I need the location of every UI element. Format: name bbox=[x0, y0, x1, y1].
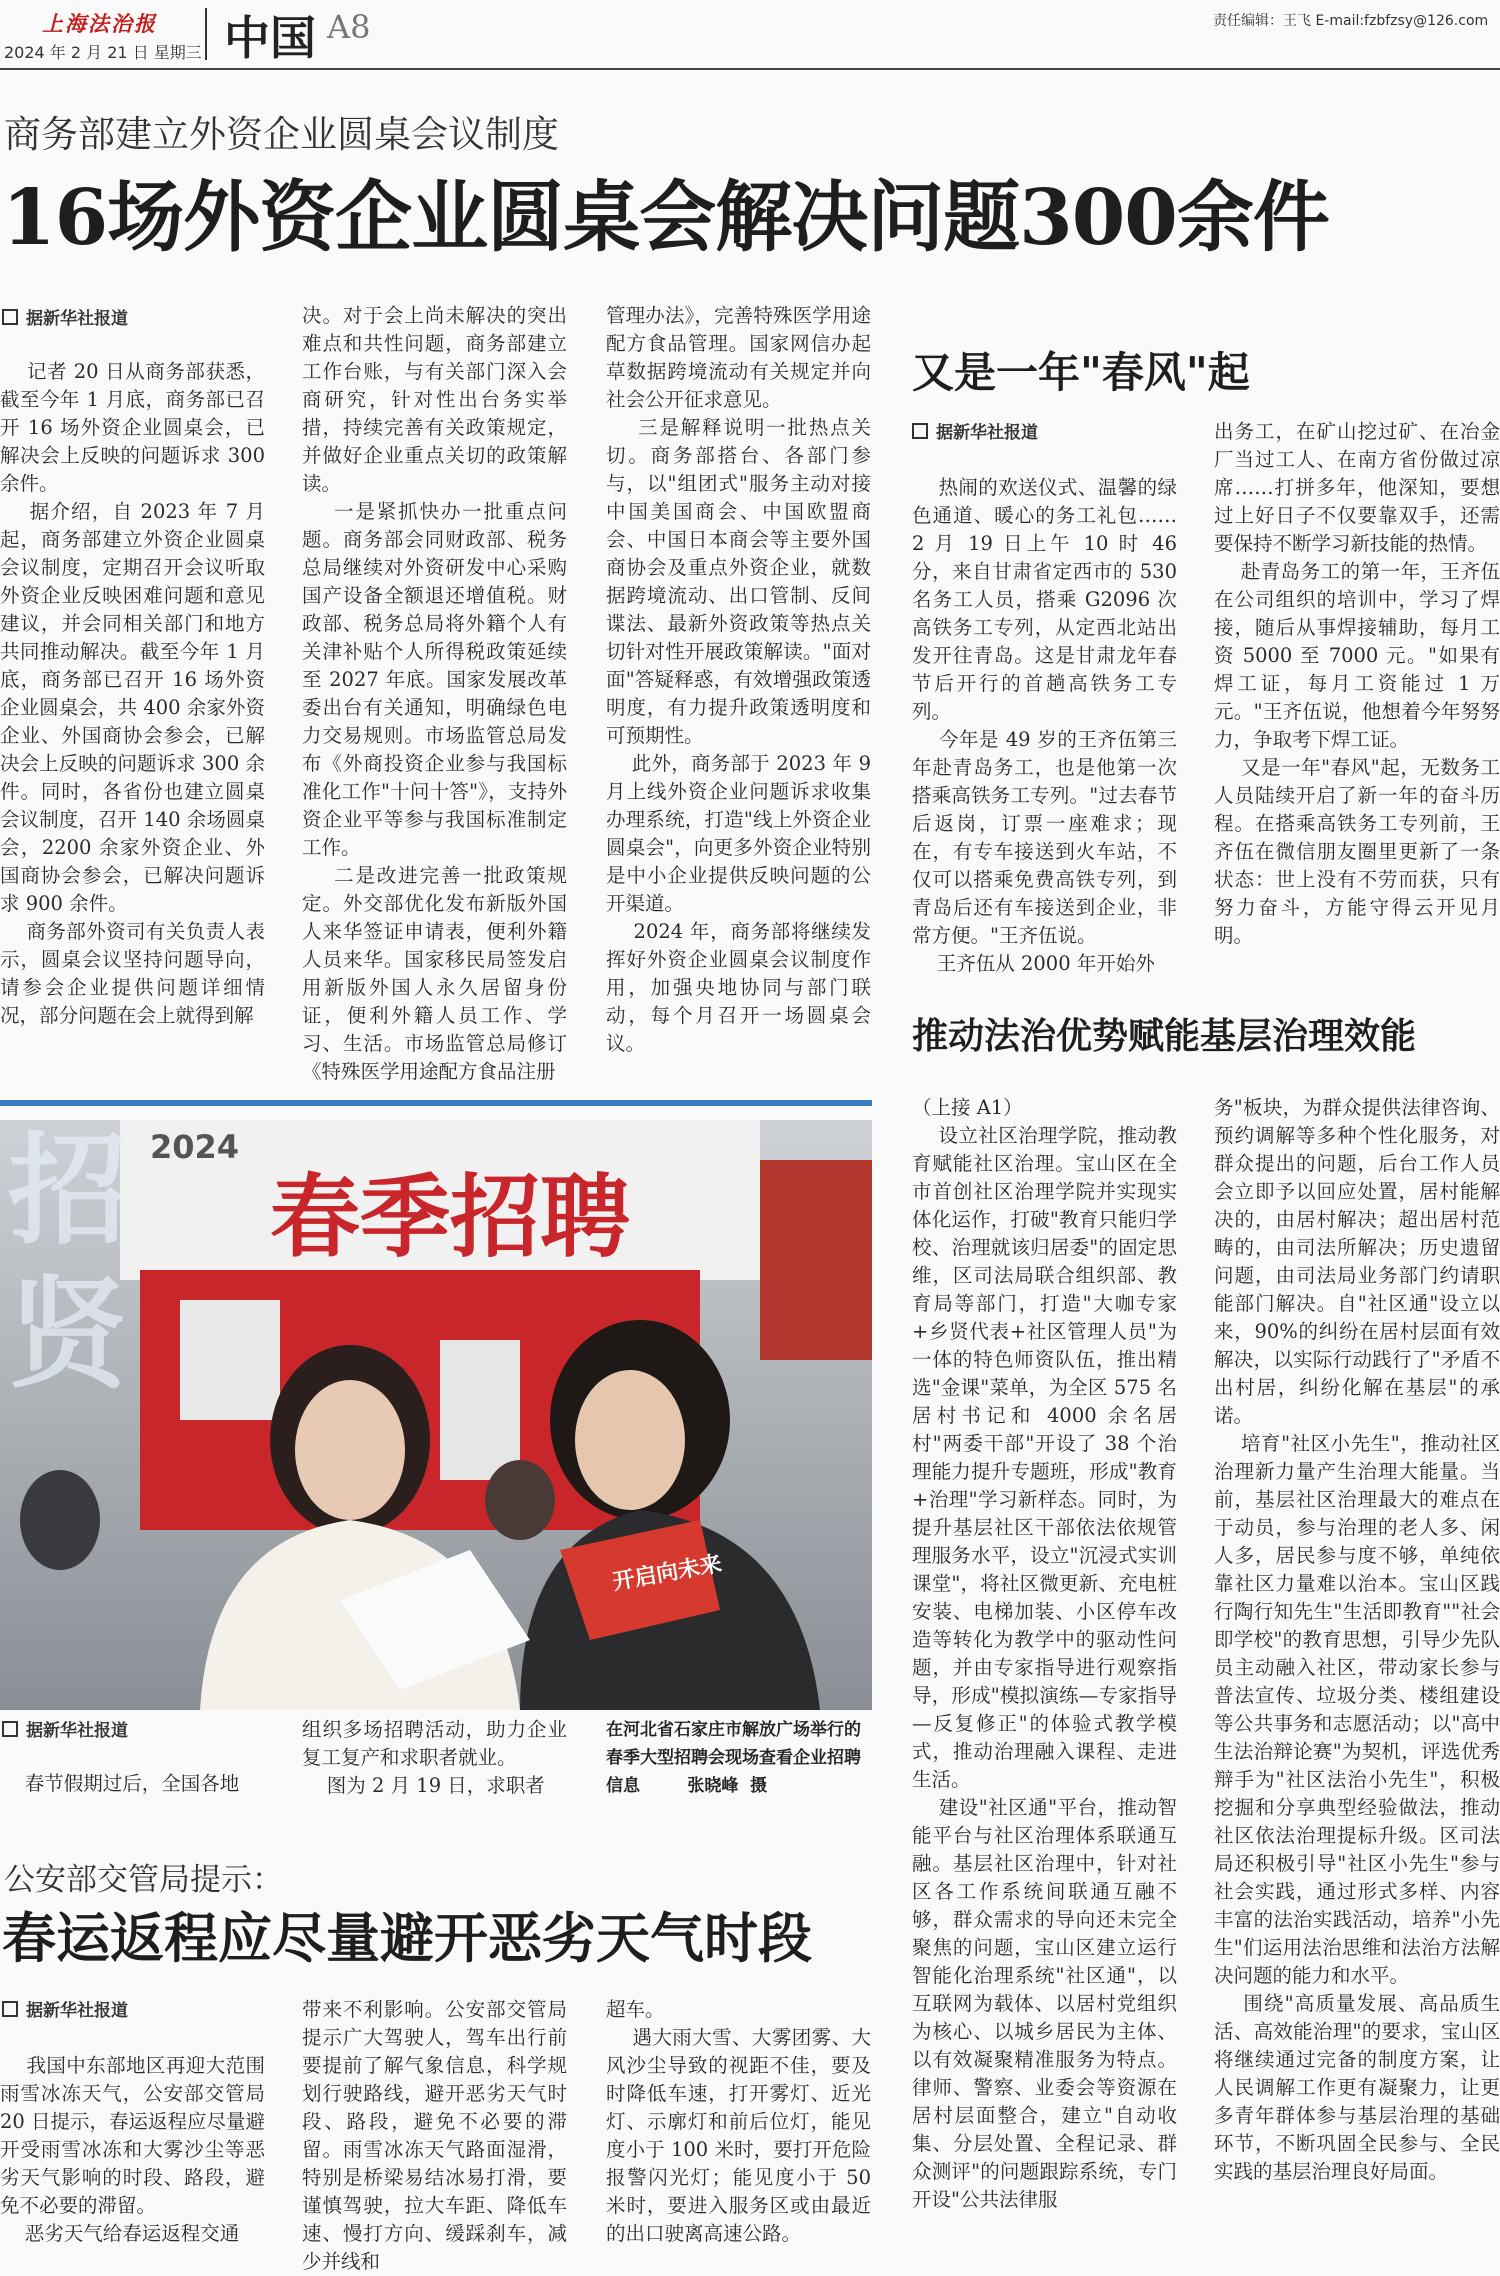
masthead-rule bbox=[0, 68, 1500, 70]
source-box-icon bbox=[2, 1721, 18, 1737]
article4-column-1: 我国中东部地区再迎大范围雨雪冰冻天气，公安部交管局 20 日提示，春运返程应尽量避开受雨雪冰冻和大雾沙尘等恶劣天气影响的时段、路段，避免不必要的滞留。 恶劣天气给春运返程交通 bbox=[0, 2054, 266, 2245]
issue-date: 2024 年 2 月 21 日 星期三 bbox=[4, 43, 202, 62]
article3-headline: 推动法治优势赋能基层治理效能 bbox=[912, 1016, 1417, 1057]
editor-info: 责任编辑：王飞 E-mail:fzbfzsy@126.com bbox=[1213, 13, 1489, 29]
article2-source bbox=[912, 418, 1038, 443]
source-box-icon bbox=[2, 309, 18, 325]
article1-kicker: 商务部建立外资企业圆桌会议制度 bbox=[4, 113, 559, 156]
article4-column-2: 带来不利影响。公安部交管局提示广大驾驶人，驾车出行前要提前了解气象信息，科学规划行驶路线，避开恶劣天气时段、路段，避免不必要的滞留。雨雪冰冻天气路面湿滑，特别是桥梁易结冰易打滑，要谨慎驾驶，拉大车距、降低车速、慢打方向、缓踩刹车，减少并线和 bbox=[302, 1998, 567, 2273]
source-box-icon bbox=[2, 2001, 18, 2017]
article4-source bbox=[2, 1996, 128, 2021]
brochure-text: 开启向未来 bbox=[611, 1551, 724, 1596]
job-fair-photo bbox=[0, 1120, 872, 1710]
article2-headline: 又是一年"春风"起 bbox=[912, 348, 1250, 397]
page-number: A8 bbox=[327, 8, 371, 46]
photo-text-column-1: 春节假期过后，全国各地 bbox=[0, 1772, 240, 1795]
source-box-icon bbox=[912, 423, 928, 439]
article1-column-1: 记者 20 日从商务部获悉，截至今年 1 月底，商务部已召开 16 场外资企业圆桌会，已解决会上反映的问题诉求 300 余件。 据介绍，自 2023 年 7 月起，商务部建立外资企业圆桌会议制度，定期召开会议听取外资企业反映困难问题和意见建议，并会同相关部门和地方共同推动解决。截至今年 1 月底，商务部已召开 16 场外资企业圆桌会，共 400 余家外资企业、外国商协会参会，已解决会上反映的问题诉求 300 余件。同时，各省份也建立圆桌会议制度，召开 140 余场圆桌会，2200 余家外资企业、外国商协会参会，已解决问题诉求 900 余件。 商务部外资司有关负责人表示，圆桌会议坚持问题导向，请参会企业提供问题详细情况，部分问题在会上就得到解 bbox=[0, 360, 266, 1027]
article1-column-3: 管理办法》，完善特殊医学用途配方食品管理。国家网信办起草数据跨境流动有关规定并向社会公开征求意见。 三是解释说明一批热点关切。商务部搭台、各部门参与，以"组团式"服务主动对接中国美国商会、中国欧盟商会、中国日本商会等主要外国商协会及重点外资企业，就数据跨境流动、出口管制、反间谍法、最新外资政策等热点关切针对性开展政策解读。"面对面"答疑释惑，有效增强政策透明度，有力提升政策透明度和可预期性。 此外，商务部于 2023 年 9 月上线外资企业问题诉求收集办理系统，打造"线上外资企业圆桌会"，向更多外资企业特别是中小企业提供反映问题的公开渠道。 2024 年，商务部将继续发挥好外资企业圆桌会议制度作用，加强央地协同与部门联动，每个月召开一场圆桌会议。 bbox=[606, 304, 872, 1055]
photo-text-column-2: 组织多场招聘活动，助力企业复工复产和求职者就业。 图为 2 月 19 日，求职者 bbox=[302, 1718, 567, 1797]
masthead-divider bbox=[205, 8, 207, 60]
newspaper-logo: 上海法治报 bbox=[42, 11, 157, 36]
article3-column-2: 务"板块，为群众提供法律咨询、预约调解等多种个性化服务，对群众提出的问题，后台工作人员会立即予以回应处置，居村能解决的，由居村解决；超出居村范畴的，由司法所解决；历史遗留问题，由司法局业务部门约请职能部门解决。自"社区通"设立以来，90%的纠纷在居村层面有效解决，以实际行动践行了"矛盾不出村居，纠纷化解在基层"的承诺。 培育"社区小先生"，推动社区治理新力量产生治理大能量。当前，基层社区治理最大的难点在于动员，参与治理的老人多、闲人多，居民参与度不够，单纯依靠社区力量难以治本。宝山区践行陶行知先生"生活即教育""社会即学校"的教育思想，引导少先队员主动融入社区，带动家长参与普法宣传、垃圾分类、楼组建设等公共事务和志愿活动；以"高中生法治辩论赛"为契机，评选优秀辩手为"社区法治小先生"，积极挖掘和分享典型经验做法，推动社区依法治理提标升级。区司法局还积极引导"社区小先生"参与社会实践，通过形式多样、内容丰富的法治实践活动，培养"小先生"们运用法治思维和法治方法解决问题的能力和水平。 围绕"高质量发展、高品质生活、高效能治理"的要求，宝山区将继续通过完备的制度方案，让人民调解工作更有凝聚力，让更多青年群体参与基层治理的基础环节，不断巩固全民参与、全民实践的基层治理良好局面。 bbox=[1214, 1096, 1500, 2183]
source-label: 据新华社报道 bbox=[26, 2001, 128, 2021]
article4-column-3: 超车。 遇大雨大雪、大雾团雾、大风沙尘导致的视距不佳，要及时降低车速，打开雾灯、近光灯、示廓灯和前后位灯，能见度小于 100 米时，要打开危险报警闪光灯；能见度小于 50 米时，要进入服务区或由最近的出口驶离高速公路。 bbox=[606, 1998, 871, 2245]
source-label: 据新华社报道 bbox=[26, 1721, 128, 1741]
photo-section-rule bbox=[0, 1100, 872, 1106]
article1-headline: 16场外资企业圆桌会解决问题300余件 bbox=[2, 173, 1329, 263]
source-label: 据新华社报道 bbox=[26, 309, 128, 329]
article2-column-2: 出务工，在矿山挖过矿、在冶金厂当过工人、在南方省份做过凉席……打拼多年，他深知，要想过上好日子不仅要靠双手，还需要保持不断学习新技能的热情。 赴青岛务工的第一年，王齐伍在公司组织的培训中，学习了焊接，随后从事焊接辅助，每月工资 5000 至 7000 元。"如果有焊工证，每月工资能过 1 万元。"王齐伍说，他想着今年努努力，争取考下焊工证。 又是一年"春风"起，无数务工人员陆续开启了新一年的奋斗历程。在搭乘高铁务工专列前，王齐伍在微信朋友圈里更新了一条状态：世上没有不劳而获，只有努力奋斗，方能守得云开见月明。 bbox=[1214, 420, 1500, 947]
article4-kicker: 公安部交管局提示： bbox=[4, 1862, 283, 1898]
banner-text: 春季招聘 bbox=[270, 1165, 630, 1270]
article1-column-2: 决。对于会上尚未解决的突出难点和共性问题，商务部建立工作台账，与有关部门深入会商研究，针对性出台务实举措，持续完善有关政策规定，并做好企业重点关切的政策解读。 一是紧抓快办一批重点问题。商务部会同财政部、税务总局继续对外资研发中心采购国产设备全额退还增值税。财政部、税务总局将外籍个人有关津补贴个人所得税政策延续至 2027 年底。国家发展改革委出台有关通知，明确绿色电力交易规则。市场监管总局发布《外商投资企业参与我国标准化工作"十问十答"》，支持外资企业平等参与我国标准制定工作。 二是改进完善一批政策规定。外交部优化发布新版外国人来华签证申请表，便利外籍人员来华。国家移民局签发启用新版外国人永久居留身份证，便利外籍人员工作、学习、生活。市场监管总局修订《特殊医学用途配方食品注册 bbox=[302, 304, 567, 1083]
article4-headline: 春运返程应尽量避开恶劣天气时段 bbox=[2, 1906, 812, 1970]
article3-column-1: （上接 A1） 设立社区治理学院，推动教育赋能社区治理。宝山区在全市首创社区治理学院并实现实体化运作，打破"教育只能归学校、治理就该归居委"的固定思维，区司法局联合组织部、教育局等部门，打造"大咖专家+乡贤代表+社区管理人员"为一体的特色师资队伍，推出精选"金课"菜单，为全区 575 名居村书记和 4000 余名居村"两委干部"开设了 38 个治理能力提升专题班，形成"教育+治理"学习新样态。同时，为提升基层社区干部依法依规管理服务水平，设立"沉浸式实训课堂"，将社区微更新、充电桩安装、电梯加装、小区停车改造等转化为教学中的驱动性问题，并由专家指导进行观察指导，形成"模拟演练—专家指导—反复修正"的体验式教学模式，推动治理融入课程、走进生活。 建设"社区通"平台，推动智能平台与社区治理体系联通互融。基层社区治理中，针对社区各工作系统间联通互融不够，群众需求的导向还未完全聚焦的问题，宝山区建立运行智能化治理系统"社区通"，以互联网为载体、以居村党组织为核心、以城乡居民为主体、以有效凝聚精准服务为特点。律师、警察、业委会等资源在居村层面整合，建立"自动收集、分层处置、全程记录、群众测评"的问题跟踪系统，专门开设"公共法律服 bbox=[912, 1096, 1177, 2211]
photo-caption: 在河北省石家庄市解放广场举行的春季大型招聘会现场查看企业招聘信息 张晓峰 摄 bbox=[606, 1720, 861, 1796]
overlay-char-2: 贤 bbox=[8, 1264, 128, 1405]
banner-year: 2024 bbox=[150, 1128, 240, 1166]
section-name: 中国 bbox=[224, 11, 316, 65]
article1-source bbox=[2, 304, 128, 329]
photo-source bbox=[2, 1716, 128, 1741]
overlay-char-1: 招 bbox=[8, 1120, 128, 1261]
source-label: 据新华社报道 bbox=[936, 423, 1038, 443]
article2-column-1: 热闹的欢送仪式、温馨的绿色通道、暖心的务工礼包……2 月 19 日上午 10 时 46 分，来自甘肃省定西市的 530 名务工人员，搭乘 G2096 次高铁务工专列，从定西北站出发开往青岛。这是甘肃龙年春节后开行的首趟高铁务工专列。 今年是 49 岁的王齐伍第三年赴青岛务工，也是他第一次搭乘高铁务工专列。"过去春节后返岗，订票一座难求；现在，有专车接送到火车站，不仅可以搭乘免费高铁专列，到青岛后还有车接送到企业，非常方便。"王齐伍说。 王齐伍从 2000 年开始外 bbox=[912, 476, 1178, 975]
